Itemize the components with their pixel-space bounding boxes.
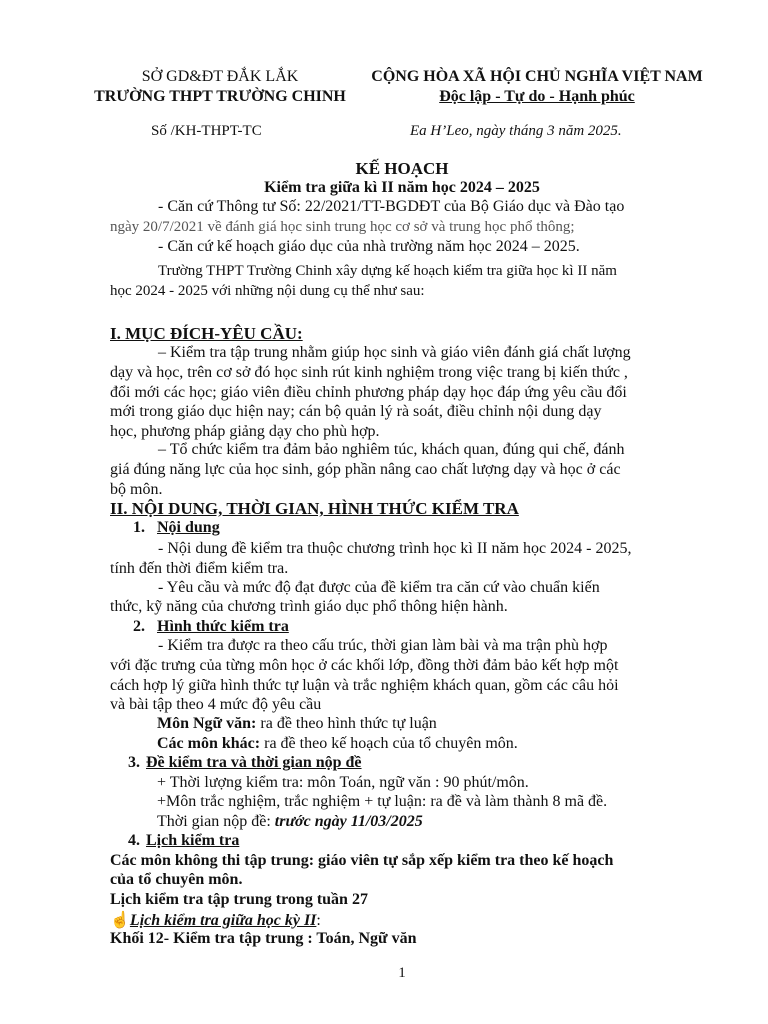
section-1-line: đổi mới các học; giáo viên điều chỉnh phương pháp dạy học đáp ứng yêu cầu đổi bbox=[110, 384, 627, 401]
schedule-line: của tổ chuyên môn. bbox=[110, 871, 243, 888]
schedule-line bbox=[110, 910, 321, 930]
section-1-line: – Tổ chức kiểm tra đảm bảo nghiêm túc, khách quan, đúng qui chế, đánh bbox=[158, 441, 625, 458]
subsection-heading: Đề kiểm tra và thời gian nộp đề bbox=[146, 754, 362, 771]
section-2-heading: II. NỘI DUNG, THỜI GIAN, HÌNH THỨC KIỂM TRA bbox=[110, 499, 519, 518]
subsection-line: - Kiểm tra được ra theo cấu trúc, thời gian làm bài và ma trận phù hợp bbox=[158, 637, 608, 654]
national-motto: Độc lập - Tự do - Hạnh phúc bbox=[439, 88, 635, 105]
intro-line: - Căn cứ Thông tư Số: 22/2021/TT-BGDĐT của Bộ Giáo dục và Đào tạo bbox=[158, 198, 625, 215]
subsection-line bbox=[157, 813, 423, 831]
intro-line: - Căn cứ kế hoạch giáo dục của nhà trường năm học 2024 – 2025. bbox=[158, 238, 580, 255]
section-1-line: mới trong giáo dục hiện nay; cán bộ quản lý rà soát, điều chỉnh nội dung dạy bbox=[110, 403, 602, 420]
schedule-line: Lịch kiểm tra tập trung trong tuần 27 bbox=[110, 891, 368, 908]
subsection-heading: Hình thức kiểm tra bbox=[157, 618, 289, 635]
place-date: Ea H’Leo, ngày tháng 3 năm 2025. bbox=[410, 123, 622, 139]
hand-pointer-icon: ☝ bbox=[110, 912, 130, 929]
label-rest: : bbox=[316, 912, 321, 929]
document-number: Số /KH-THPT-TC bbox=[151, 123, 262, 139]
label-rest: ra đề theo kế hoạch của tổ chuyên môn. bbox=[260, 735, 518, 752]
section-1-line: giá đúng năng lực của học sinh, góp phần nâng cao chất lượng dạy và học ở các bbox=[110, 461, 621, 478]
page-number: 1 bbox=[398, 965, 406, 981]
item-number: 3. bbox=[128, 754, 140, 771]
national-title: CỘNG HÒA XÃ HỘI CHỦ NGHĨA VIỆT NAM bbox=[371, 68, 703, 85]
subsection-line: tính đến thời điểm kiểm tra. bbox=[110, 560, 289, 577]
label-bold: Các môn khác: bbox=[157, 735, 261, 752]
section-1-heading: I. MỤC ĐÍCH-YÊU CẦU: bbox=[110, 324, 303, 343]
subsection-line: cách hợp lý giữa hình thức tự luận và trắc nghiệm khách quan, gồm các câu hỏi bbox=[110, 677, 619, 694]
section-1-line: học, phương pháp giảng dạy cho phù hợp. bbox=[110, 423, 380, 440]
school-name: TRƯỜNG THPT TRƯỜNG CHINH bbox=[94, 88, 346, 105]
schedule-line: Các môn không thi tập trung: giáo viên tự sắp xếp kiểm tra theo kế hoạch bbox=[110, 852, 614, 869]
document-title: KẾ HOẠCH bbox=[355, 159, 449, 178]
label-rest: ra đề theo hình thức tự luận bbox=[256, 715, 437, 732]
subsection-line: - Yêu cầu và mức độ đạt được của đề kiểm tra căn cứ vào chuẩn kiến bbox=[158, 579, 600, 596]
label-rest: Thời gian nộp đề: bbox=[157, 813, 275, 830]
subsection-line: + Thời lượng kiểm tra: môn Toán, ngữ văn : 90 phút/môn. bbox=[157, 774, 529, 791]
subsection-heading: Lịch kiểm tra bbox=[146, 832, 240, 849]
label-bold: Môn Ngữ văn: bbox=[157, 715, 257, 732]
subsection-line: thức, kỹ năng của chương trình giáo dục phổ thông hiện hành. bbox=[110, 598, 508, 615]
section-1-line: – Kiểm tra tập trung nhằm giúp học sinh và giáo viên đánh giá chất lượng bbox=[158, 344, 631, 361]
schedule-line: Khối 12- Kiểm tra tập trung : Toán, Ngữ văn bbox=[110, 930, 417, 947]
schedule-subheading: Lịch kiểm tra giữa học kỳ II bbox=[129, 912, 317, 929]
section-1-line: bộ môn. bbox=[110, 481, 163, 498]
subsection-line bbox=[157, 715, 437, 733]
subsection-line: - Nội dung đề kiểm tra thuộc chương trình học kì II năm học 2024 - 2025, bbox=[158, 540, 632, 557]
deadline-date: trước ngày 11/03/2025 bbox=[274, 813, 423, 830]
item-number: 4. bbox=[128, 832, 140, 849]
item-number: 1. bbox=[133, 519, 145, 536]
intro-line: Trường THPT Trường Chinh xây dựng kế hoạch kiểm tra giữa học kì II năm bbox=[158, 263, 617, 279]
department-name: SỞ GD&ĐT ĐẮK LẮK bbox=[141, 68, 299, 85]
item-number: 2. bbox=[133, 618, 145, 635]
document-subtitle: Kiểm tra giữa kì II năm học 2024 – 2025 bbox=[264, 179, 540, 196]
section-1-line: dạy và học, trên cơ sở đó học sinh rút kinh nghiệm trong việc trang bị kiến thức , bbox=[110, 364, 628, 381]
subsection-line: và bài tập theo 4 mức độ yêu cầu bbox=[110, 696, 322, 713]
subsection-line: +Môn trắc nghiệm, trắc nghiệm + tự luận: ra đề và làm thành 8 mã đề. bbox=[157, 793, 608, 810]
subsection-line bbox=[157, 735, 518, 753]
subsection-line: với đặc trưng của từng môn học ở các khối lớp, đồng thời đảm bảo kết hợp một bbox=[110, 657, 619, 674]
intro-line: học 2024 - 2025 với những nội dung cụ thể như sau: bbox=[110, 283, 425, 299]
subsection-heading: Nội dung bbox=[157, 519, 220, 536]
intro-line: ngày 20/7/2021 về đánh giá học sinh trung học cơ sở và trung học phổ thông; bbox=[110, 219, 575, 235]
